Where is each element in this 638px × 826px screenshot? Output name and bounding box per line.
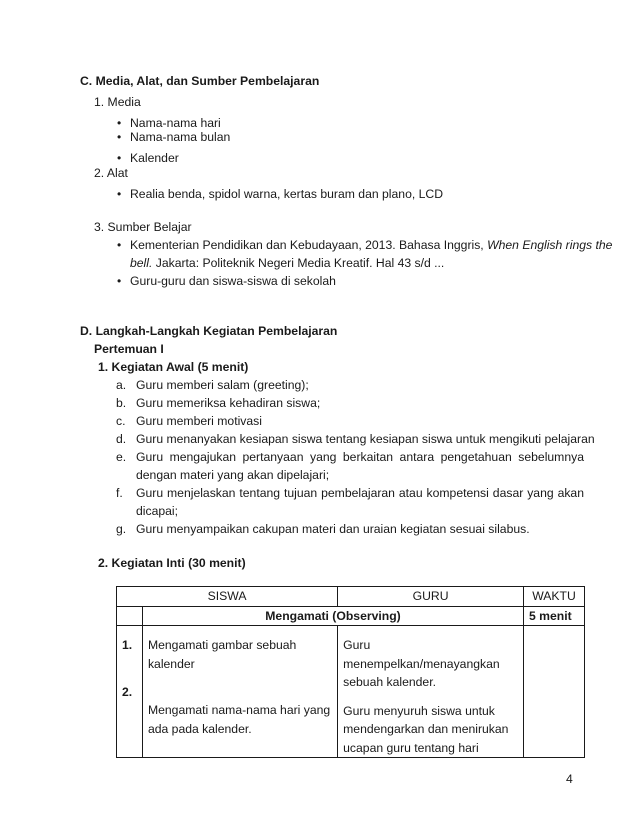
media-item: • Kalender xyxy=(130,151,179,166)
guru-text: Guru menyuruh siswa untuk xyxy=(343,703,495,718)
phase-time: 5 menit xyxy=(524,606,585,626)
row-number: 1. xyxy=(122,638,133,652)
list-letter: d. xyxy=(116,432,127,446)
list-letter: f. xyxy=(116,486,123,500)
header-waktu: WAKTU xyxy=(524,587,585,607)
list-letter: b. xyxy=(116,396,127,410)
sumber-item-text: Jakarta: Politeknik Negeri Media Kreatif. Hal 43 s/d ... xyxy=(152,256,445,270)
page-number: 4 xyxy=(566,772,573,786)
awal-step: Guru memberi motivasi xyxy=(136,414,262,428)
alat-item: • Realia benda, spidol warna, kertas buram dan plano, LCD xyxy=(130,187,443,202)
siswa-text: kalender xyxy=(147,656,195,671)
siswa-text: Mengamati gambar sebuah xyxy=(147,638,297,652)
list-letter: a. xyxy=(116,378,127,392)
book-title: When English rings the xyxy=(487,238,613,252)
siswa-text: Mengamati nama-nama hari yang xyxy=(147,703,331,717)
waktu-cell xyxy=(524,626,585,758)
awal-step: Guru memberi salam (greeting); xyxy=(136,378,309,392)
awal-step: Guru menjelaskan tentang tujuan pembelajaran atau kompetensi dasar yang akan xyxy=(136,486,584,500)
row-numbers xyxy=(117,626,143,758)
table-header-row xyxy=(117,587,585,607)
activity-table xyxy=(116,586,585,758)
pertemuan-label: Pertemuan I xyxy=(94,342,164,356)
kegiatan-awal-heading: 1. Kegiatan Awal (5 menit) xyxy=(98,360,249,374)
row-number: 2. xyxy=(122,684,133,699)
blank-cell xyxy=(117,606,143,626)
alat-label: 2. Alat xyxy=(94,166,128,180)
header-guru: GURU xyxy=(338,587,524,607)
kegiatan-inti-heading: 2. Kegiatan Inti (30 menit) xyxy=(98,556,246,570)
table-row xyxy=(117,626,585,758)
phase-label: Mengamati (Observing) xyxy=(142,606,523,626)
sumber-label: 3. Sumber Belajar xyxy=(94,220,192,234)
guru-text: sebuah kalender. xyxy=(343,675,436,689)
guru-text: ucapan guru tentang hari xyxy=(343,740,479,755)
media-item: • Nama-nama hari xyxy=(130,116,221,131)
list-letter: c. xyxy=(116,414,126,428)
guru-text: mendengarkan dan menirukan xyxy=(343,722,509,736)
awal-step: Guru menyampaikan cakupan materi dan uraian kegiatan sesuai silabus. xyxy=(136,522,530,536)
media-item: • Nama-nama bulan xyxy=(130,130,230,145)
sumber-item-line xyxy=(130,256,444,271)
sumber-item-line xyxy=(130,238,612,253)
awal-step-cont: dengan materi yang akan dipelajari; xyxy=(136,468,330,482)
header-siswa: SISWA xyxy=(117,587,338,607)
media-label: 1. Media xyxy=(94,95,141,109)
awal-step: Guru memeriksa kehadiran siswa; xyxy=(136,396,321,410)
list-letter: g. xyxy=(116,522,127,536)
guru-text: Guru menempelkan/menayangkan xyxy=(343,638,500,671)
section-d-heading: D. Langkah-Langkah Kegiatan Pembelajaran xyxy=(80,324,338,338)
section-c-heading: C. Media, Alat, dan Sumber Pembelajaran xyxy=(80,74,320,88)
awal-step: Guru mengajukan pertanyaan yang berkaitan antara pengetahuan sebelumnya xyxy=(136,450,584,464)
spacer xyxy=(343,692,518,702)
siswa-cell xyxy=(142,626,337,758)
sumber-item: • Guru-guru dan siswa-siswa di sekolah xyxy=(130,274,336,289)
spacer xyxy=(122,655,137,683)
spacer xyxy=(122,701,137,738)
sumber-item-text: Kementerian Pendidikan dan Kebudayaan, 2013. Bahasa Inggris, xyxy=(130,238,488,252)
awal-step-cont: dicapai; xyxy=(136,504,179,518)
table-row xyxy=(117,606,585,626)
list-letter: e. xyxy=(116,450,127,464)
book-title: bell. xyxy=(130,256,153,270)
siswa-text: ada pada kalender. xyxy=(147,721,252,736)
spacer xyxy=(148,673,332,701)
awal-step: Guru menanyakan kesiapan siswa tentang kesiapan siswa untuk mengikuti pelajaran xyxy=(136,432,595,446)
guru-cell xyxy=(338,626,524,758)
